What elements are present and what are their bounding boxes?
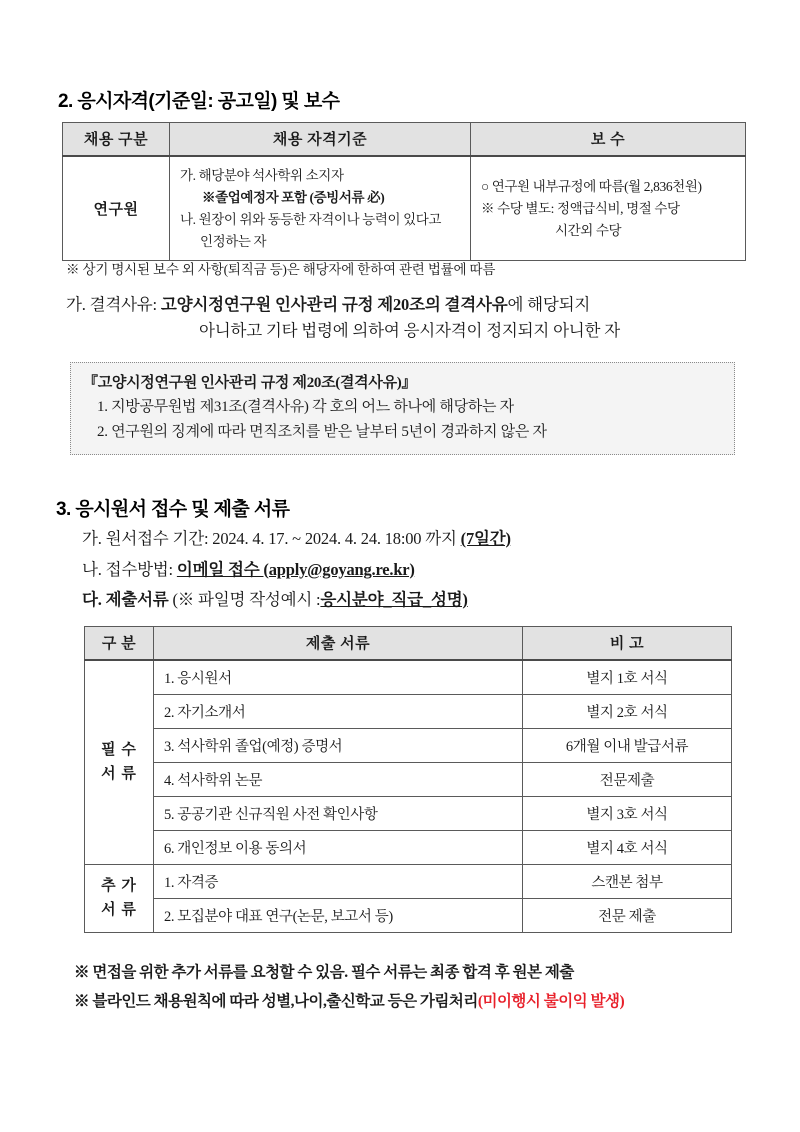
cell-note: 6개월 이내 발급서류 bbox=[523, 729, 732, 763]
cell-document: 5. 공공기관 신규직원 사전 확인사항 bbox=[154, 797, 523, 831]
category-additional-line-1: 추 가 bbox=[101, 878, 137, 895]
section-3-heading: 3. 응시원서 접수 및 제출 서류 bbox=[56, 499, 290, 520]
pay-line-2: ※ 수당 별도: 정액급식비, 명절 수당 bbox=[481, 200, 680, 216]
application-documents-row bbox=[62, 585, 511, 616]
cell-note: 별지 1호 서식 bbox=[523, 660, 732, 695]
footer-note-2-warning: (미이행시 불이익 발생) bbox=[477, 993, 625, 1011]
cell-document: 3. 석사학위 졸업(예정) 증명서 bbox=[154, 729, 523, 763]
table-row bbox=[85, 831, 732, 865]
table-row bbox=[85, 865, 732, 899]
pay-line-3: 시간외 수당 bbox=[555, 222, 622, 238]
header-category: 구 분 bbox=[85, 627, 154, 661]
cell-document: 4. 석사학위 논문 bbox=[154, 763, 523, 797]
cell-recruit-criteria bbox=[170, 156, 471, 261]
qualification-table bbox=[62, 122, 746, 261]
cell-document: 2. 자기소개서 bbox=[154, 695, 523, 729]
header-recruit-type: 채용 구분 bbox=[63, 123, 170, 157]
disqualification-line-1 bbox=[66, 292, 756, 318]
cell-note: 전문제출 bbox=[523, 763, 732, 797]
cell-category-additional bbox=[85, 865, 154, 933]
application-method-row bbox=[62, 555, 511, 586]
pay-note-text: ※ 상기 명시된 보수 외 사항(퇴직금 등)은 해당자에 한하여 관련 법률에 따름 bbox=[66, 262, 496, 277]
regulation-callout-box bbox=[70, 362, 735, 455]
disqualification-emphasis: 고양시정연구원 인사관리 규정 제20조의 결격사유 bbox=[160, 295, 508, 314]
table-row bbox=[85, 899, 732, 933]
cell-note: 별지 3호 서식 bbox=[523, 797, 732, 831]
criteria-line-4: 인정하는 자 bbox=[200, 233, 267, 249]
application-documents-example: 응시분야_직급_성명) bbox=[320, 590, 468, 610]
disqualification-line-2: 아니하고 기타 법령에 의하여 응시자격이 정지되지 아니한 자 bbox=[199, 320, 620, 340]
qualification-table-head bbox=[63, 123, 746, 157]
table-row bbox=[85, 660, 732, 695]
cell-category-required bbox=[85, 660, 154, 865]
application-period-days: (7일간) bbox=[460, 529, 511, 548]
table-row bbox=[63, 156, 746, 261]
section-2-heading: 2. 응시자격(기준일: 공고일) 및 보수 bbox=[58, 91, 340, 112]
cell-document: 1. 자격증 bbox=[154, 865, 523, 899]
cell-note: 스캔본 첨부 bbox=[523, 865, 732, 899]
regulation-title: 『고양시정연구원 인사관리 규정 제20조(결격사유)』 bbox=[83, 375, 417, 391]
application-period-row bbox=[62, 524, 511, 555]
table-header-row bbox=[63, 123, 746, 157]
application-method-label: 나. 접수방법: bbox=[82, 559, 173, 579]
cell-document: 6. 개인정보 이용 동의서 bbox=[154, 831, 523, 865]
cell-recruit-type: 연구원 bbox=[63, 156, 170, 261]
regulation-item: 1. 지방공무원법 제31조(결격사유) 각 호의 어느 하나에 해당하는 자 bbox=[97, 399, 514, 416]
criteria-line-3: 나. 원장이 위와 동등한 자격이나 능력이 있다고 bbox=[180, 211, 442, 227]
cell-note: 별지 2호 서식 bbox=[523, 695, 732, 729]
category-required-line-2: 서 류 bbox=[101, 765, 137, 782]
category-additional-line-2: 서 류 bbox=[101, 901, 137, 918]
table-row bbox=[85, 695, 732, 729]
application-method-value: 이메일 접수 (apply@goyang.re.kr) bbox=[176, 559, 415, 579]
category-required-line-1: 필 수 bbox=[101, 742, 137, 759]
cell-note: 별지 4호 서식 bbox=[523, 831, 732, 865]
table-header-row bbox=[85, 627, 732, 661]
table-row bbox=[85, 797, 732, 831]
documents-table-body bbox=[85, 660, 732, 933]
cell-document: 2. 모집분야 대표 연구(논문, 보고서 등) bbox=[154, 899, 523, 933]
application-documents-hint: (※ 파일명 작성예시 : bbox=[172, 590, 321, 610]
footer-note-2 bbox=[74, 987, 624, 1016]
application-documents-label: 다. 제출서류 bbox=[82, 590, 169, 610]
application-period-value: 2024. 4. 17. ~ 2024. 4. 24. 18:00 까지 bbox=[212, 529, 457, 548]
disqualification-label: 가. 결격사유: bbox=[66, 295, 157, 314]
disqualification-paragraph bbox=[66, 292, 756, 343]
criteria-line-2: ※졸업예정자 포함 (증빙서류 必) bbox=[202, 189, 385, 205]
criteria-line-1: 가. 해당분야 석사학위 소지자 bbox=[180, 168, 344, 183]
header-pay: 보 수 bbox=[471, 123, 746, 157]
table-row bbox=[85, 763, 732, 797]
cell-pay bbox=[471, 156, 746, 261]
footer-note-1: ※ 면접을 위한 추가 서류를 요청할 수 있음. 필수 서류는 최종 합격 후 원본 제출 bbox=[74, 964, 574, 981]
cell-document: 1. 응시원서 bbox=[154, 660, 523, 695]
documents-table-head bbox=[85, 627, 732, 661]
footer-notes bbox=[74, 958, 624, 1017]
regulation-item: 2. 연구원의 징계에 따라 면직조치를 받은 날부터 5년이 경과하지 않은 자 bbox=[97, 423, 547, 440]
table-row bbox=[85, 729, 732, 763]
footer-note-2-main: ※ 블라인드 채용원칙에 따라 성별,나이,출신학교 등은 가림처리 bbox=[74, 993, 478, 1011]
header-document: 제출 서류 bbox=[154, 627, 523, 661]
application-period-label: 가. 원서접수 기간: bbox=[82, 529, 209, 548]
pay-line-1: ○ 연구원 내부규정에 따름(월 2,836천원) bbox=[481, 178, 702, 194]
qualification-table-body bbox=[63, 156, 746, 261]
documents-table bbox=[84, 626, 732, 933]
header-recruit-criteria: 채용 자격기준 bbox=[170, 123, 471, 157]
application-info-list bbox=[62, 524, 511, 616]
cell-note: 전문 제출 bbox=[523, 899, 732, 933]
disqualification-line-1-tail: 에 해당되지 bbox=[507, 295, 591, 314]
header-note: 비 고 bbox=[523, 627, 732, 661]
